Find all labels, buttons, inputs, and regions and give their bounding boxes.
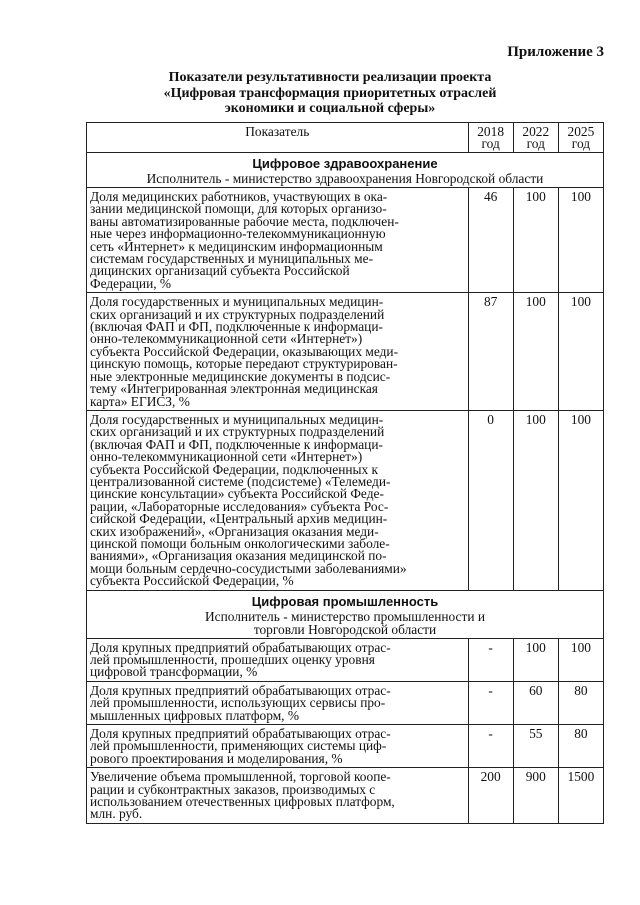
section-header-row — [87, 590, 604, 638]
indicator-text-line: сийской Федерации, «Центральный архив медицин- — [90, 511, 388, 527]
table-row — [87, 768, 604, 824]
title-line: экономики и социальной сферы» — [224, 101, 436, 116]
value-cell: 200 — [468, 768, 513, 824]
indicator-text-line: (включая ФАП и ФП, подключенные к информаци- — [90, 319, 383, 335]
value-cell: 100 — [558, 293, 603, 411]
section-header — [87, 590, 604, 638]
indicator-cell — [87, 293, 469, 411]
indicator-text-line: Доля государственных и муниципальных медицин- — [90, 411, 384, 427]
section-executor: Исполнитель - министерство промышленности и — [204, 608, 486, 624]
table-row — [87, 681, 604, 724]
header-year-2025 — [558, 123, 603, 153]
indicator-text-line: карта» ЕГИСЗ, % — [90, 393, 190, 409]
indicator-text-line: Доля крупных предприятий обрабатывающих отрас- — [90, 639, 391, 655]
indicator-cell — [87, 681, 469, 724]
indicator-text-line: цинские консультации» субъекта Российской Феде- — [90, 486, 384, 502]
section-title: Цифровое здравоохранение — [252, 156, 438, 171]
indicator-text-line: онно-телекоммуникационной сети «Интернет») — [90, 331, 363, 347]
section-header-row — [87, 153, 604, 188]
indicator-text-line: Увеличение объема промышленной, торговой коопе- — [90, 769, 391, 785]
value-cell: 80 — [558, 681, 603, 724]
header-year-word: год — [571, 136, 591, 151]
section-executor: Исполнитель - министерство здравоохранения Новгородской области — [146, 171, 544, 186]
appendix-label: Приложение 3 — [507, 44, 604, 60]
value-cell: - — [468, 638, 513, 681]
indicator-text-line: субъекта Российской Федерации, % — [90, 573, 294, 589]
indicator-text-line: мощи больным сердечно-сосудистыми заболеваниями» — [90, 560, 407, 576]
value-cell: 100 — [558, 638, 603, 681]
indicators-table — [86, 122, 604, 824]
indicator-text-line: лей промышленности, прошедших оценку уровня — [90, 652, 375, 667]
indicator-text-line: Доля государственных и муниципальных медицин- — [90, 294, 384, 310]
table-row — [87, 188, 604, 293]
indicator-text-line: зании медицинской помощи, для которых организо- — [90, 201, 387, 217]
indicator-text-line: рового проектирования и моделирования, % — [90, 750, 343, 766]
value-cell: 80 — [558, 725, 603, 768]
indicator-text-line: тему «Интегрированная электронная медицинская — [90, 381, 378, 397]
indicator-text-line: централизованной системе (подсистеме) «Телемеди- — [90, 473, 391, 489]
indicator-cell — [87, 768, 469, 824]
value-cell: 100 — [513, 410, 558, 590]
header-year-number: 2018 — [477, 124, 505, 139]
value-cell: - — [468, 725, 513, 768]
table-row — [87, 293, 604, 411]
header-indicator: Показатель — [87, 123, 469, 153]
table-row — [87, 638, 604, 681]
section-executor: торговли Новгородской области — [253, 621, 437, 637]
indicator-text-line: ные через информационно-телекоммуникационную — [90, 226, 386, 242]
value-cell: 100 — [513, 638, 558, 681]
indicator-text-line: ских организаций и их структурных подразделений — [90, 424, 385, 440]
header-year-2022 — [513, 123, 558, 153]
table-header-row — [87, 123, 604, 153]
indicator-text-line: ских изображений», «Организация оказания меди- — [90, 523, 379, 539]
header-year-word: год — [481, 136, 500, 151]
value-cell: 0 — [468, 410, 513, 590]
value-cell: 87 — [468, 293, 513, 411]
indicator-text-line: Федерации, % — [90, 275, 172, 291]
value-cell: 1500 — [558, 768, 603, 824]
indicator-text-line: системам государственных и муниципальных ме- — [90, 251, 374, 267]
header-year-number: 2025 — [567, 124, 595, 139]
indicator-text-line: цинскую помощь, которые передают структурирован- — [90, 356, 398, 372]
indicator-text-line: рации, «Лабораторные исследования» субъекта Рос- — [90, 498, 389, 514]
value-cell: 100 — [558, 410, 603, 590]
value-cell: 55 — [513, 725, 558, 768]
indicator-text-line: лей промышленности, использующих сервисы про- — [90, 695, 386, 711]
value-cell: 46 — [468, 188, 513, 293]
value-cell: - — [468, 681, 513, 724]
indicator-text-line: дицинских организаций субъекта Российской — [90, 263, 350, 279]
table-row — [87, 725, 604, 768]
section-title: Цифровая промышленность — [251, 593, 439, 609]
indicator-text-line: Доля крупных предприятий обрабатывающих отрас- — [90, 726, 391, 742]
title-line: «Цифровая трансформация приоритетных отраслей — [163, 85, 497, 101]
value-cell: 900 — [513, 768, 558, 824]
indicator-text-line: сеть «Интернет» к медицинским информационным — [90, 238, 383, 254]
value-cell: 100 — [558, 188, 603, 293]
header-year-number: 2022 — [522, 124, 550, 139]
indicator-cell — [87, 410, 469, 590]
indicator-text-line: млн. руб. — [90, 806, 143, 822]
indicator-cell — [87, 188, 469, 293]
section-header — [87, 153, 604, 188]
indicator-text-line: ные электронные медицинские документы в подсис- — [90, 368, 391, 384]
indicator-cell — [87, 638, 469, 681]
indicator-cell — [87, 725, 469, 768]
indicator-text-line: использованием отечественных цифровых платформ, — [90, 794, 395, 810]
indicator-text-line: ваны автоматизированные рабочие места, подключен- — [90, 213, 399, 229]
value-cell: 60 — [513, 681, 558, 724]
indicator-text-line: рации и субконтрактных заказов, производимых с — [90, 781, 376, 797]
indicator-text-line: цинской помощи больным онкологическими заболе- — [90, 535, 390, 551]
indicator-text-line: лей промышленности, применяющих системы циф- — [90, 738, 387, 754]
table-row — [87, 410, 604, 590]
indicator-text-line: Доля крупных предприятий обрабатывающих отрас- — [90, 682, 391, 698]
indicator-text-line: ских организаций и их структурных подразделений — [90, 306, 385, 322]
indicator-text-line: онно-телекоммуникационной сети «Интернет») — [90, 449, 363, 465]
indicator-text-line: субъекта Российской Федерации, оказывающих меди- — [90, 343, 399, 359]
header-year-word: год — [526, 136, 545, 151]
value-cell: 100 — [513, 188, 558, 293]
indicator-text-line: цифровой трансформации, % — [90, 664, 258, 680]
indicator-text-line: Доля медицинских работников, участвующих в ока- — [90, 189, 388, 204]
table-body — [87, 153, 604, 824]
title-line: Показатели результативности реализации проекта — [168, 70, 492, 85]
indicator-text-line: (включая ФАП и ФП, подключенные к информаци- — [90, 436, 383, 452]
indicator-text-line: ваниями», «Организация оказания медицинской по- — [90, 548, 387, 564]
value-cell: 100 — [513, 293, 558, 411]
indicator-text-line: мышленных цифровых платформ, % — [90, 707, 300, 723]
indicator-text-line: субъекта Российской Федерации, подключенных к — [90, 461, 379, 477]
document-title — [80, 70, 580, 117]
header-year-2018 — [468, 123, 513, 153]
